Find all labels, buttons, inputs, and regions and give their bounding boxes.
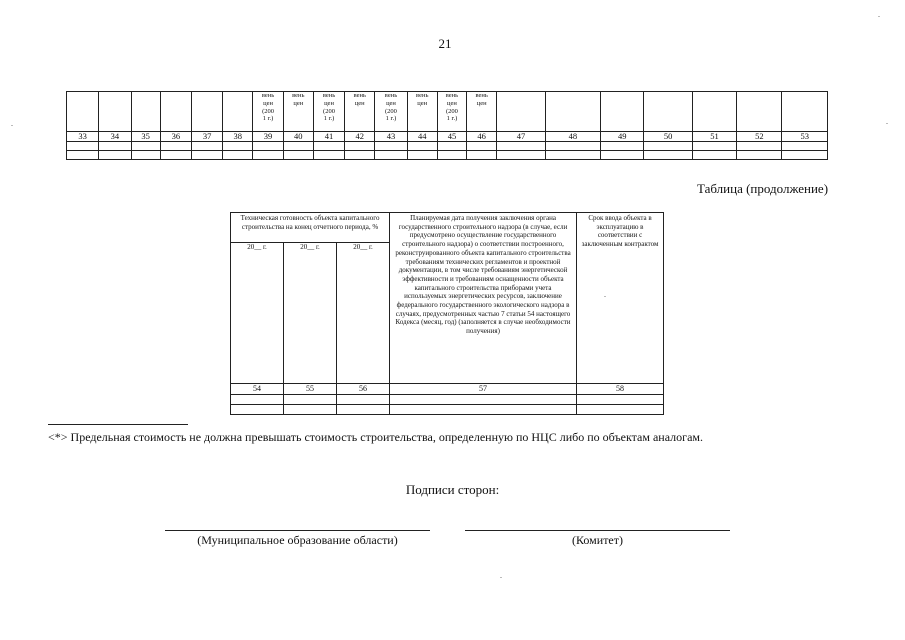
table-top-header-row: [67, 92, 828, 132]
column-number-cell: 45: [437, 132, 466, 142]
commissioning-deadline-header: Срок ввода объекта в эксплуатацию в соответствии с заключенным контрактом: [577, 213, 664, 384]
table-header-cell: вень цен: [407, 92, 437, 132]
year-cell: 20__ г.: [337, 243, 390, 384]
table-header-cell: [497, 92, 545, 132]
column-number-cell: 43: [375, 132, 407, 142]
column-number-cell: 58: [577, 384, 664, 395]
column-number-cell: 46: [467, 132, 497, 142]
table-top-blank-row: [67, 142, 828, 151]
footnote-separator: [48, 424, 188, 425]
column-number-cell: 48: [545, 132, 600, 142]
scan-speck: [500, 577, 502, 578]
signatures-title: Подписи сторон:: [405, 482, 500, 497]
column-number-cell: 51: [692, 132, 736, 142]
column-number-cell: 34: [99, 132, 131, 142]
signature-line-left: [165, 530, 430, 531]
column-number-cell: 55: [284, 384, 337, 395]
table-top-number-row: [67, 132, 828, 142]
column-number-cell: 49: [601, 132, 644, 142]
continuation-table-bottom: [230, 212, 664, 415]
column-number-cell: 50: [644, 132, 692, 142]
scan-speck: [878, 16, 880, 17]
table-top-blank-row: [67, 151, 828, 160]
column-number-cell: 38: [223, 132, 253, 142]
table-header-cell: вень цен (200 1 г.): [437, 92, 466, 132]
inspection-date-header: Планируемая дата получения заключения органа государственного строительного надзора (в случае, если предусмотрено осуществление государственного строительного надзора) о соответствии построенного, реконструированного объекта капитального строительства требованиям технических регламентов и проектной документации, в том числе требованиям энергетической эффективности и требованиям оснащенности объекта капитального строительства приборами учета используемых энергетических ресурсов, заключение федерального государственного экологического надзора в случаях, предусмотренных частью 7 статьи 54 настоящего Кодекса (месяц, год) (заполняется в случае необходимости получения): [390, 213, 577, 384]
table-header-cell: вень цен: [283, 92, 313, 132]
table-header-cell: [131, 92, 160, 132]
column-number-cell: 40: [283, 132, 313, 142]
table-header-cell: [692, 92, 736, 132]
table-caption: Таблица (продолжение): [697, 181, 829, 196]
table-header-cell: вень цен (200 1 г.): [375, 92, 407, 132]
signature-label-right: (Комитет): [572, 533, 623, 547]
column-number-cell: 37: [191, 132, 222, 142]
signature-line-right: [465, 530, 730, 531]
continuation-table-top: [66, 91, 828, 160]
column-number-cell: 56: [337, 384, 390, 395]
table-header-cell: вень цен: [345, 92, 375, 132]
table-header-cell: вень цен (200 1 г.): [253, 92, 283, 132]
scan-speck: [11, 125, 13, 126]
table-header-cell: [601, 92, 644, 132]
table-bottom-blank-row: [231, 395, 664, 405]
signature-label-left: (Муниципальное образование области): [197, 533, 398, 547]
table-header-cell: [223, 92, 253, 132]
column-number-cell: 41: [313, 132, 344, 142]
column-number-cell: 39: [253, 132, 283, 142]
table-header-cell: [737, 92, 782, 132]
column-number-cell: 33: [67, 132, 99, 142]
column-number-cell: 57: [390, 384, 577, 395]
table-header-cell: [782, 92, 828, 132]
column-number-cell: 36: [160, 132, 191, 142]
table-header-cell: [644, 92, 692, 132]
scan-speck: [604, 296, 606, 297]
table-header-cell: [67, 92, 99, 132]
column-number-cell: 52: [737, 132, 782, 142]
year-cell: 20__ г.: [284, 243, 337, 384]
year-cell: 20__ г.: [231, 243, 284, 384]
table-header-cell: [191, 92, 222, 132]
column-number-cell: 44: [407, 132, 437, 142]
footnote-text: <*> Предельная стоимость не должна превышать стоимость строительства, определенную по НЦС либо по объектам аналогам.: [48, 430, 703, 444]
column-number-cell: 53: [782, 132, 828, 142]
table-header-cell: [545, 92, 600, 132]
scan-speck: [886, 123, 888, 124]
table-bottom-header-row: [231, 213, 664, 243]
column-number-cell: 35: [131, 132, 160, 142]
column-number-cell: 54: [231, 384, 284, 395]
table-header-cell: [99, 92, 131, 132]
column-number-cell: 47: [497, 132, 545, 142]
technical-readiness-header: Техническая готовность объекта капитального строительства на конец отчетного периода, %: [231, 213, 390, 243]
table-bottom-blank-row: [231, 405, 664, 415]
table-header-cell: вень цен: [467, 92, 497, 132]
table-header-cell: [160, 92, 191, 132]
table-header-cell: вень цен (200 1 г.): [313, 92, 344, 132]
table-bottom-number-row: [231, 384, 664, 395]
page-number: 21: [438, 36, 452, 51]
column-number-cell: 42: [345, 132, 375, 142]
